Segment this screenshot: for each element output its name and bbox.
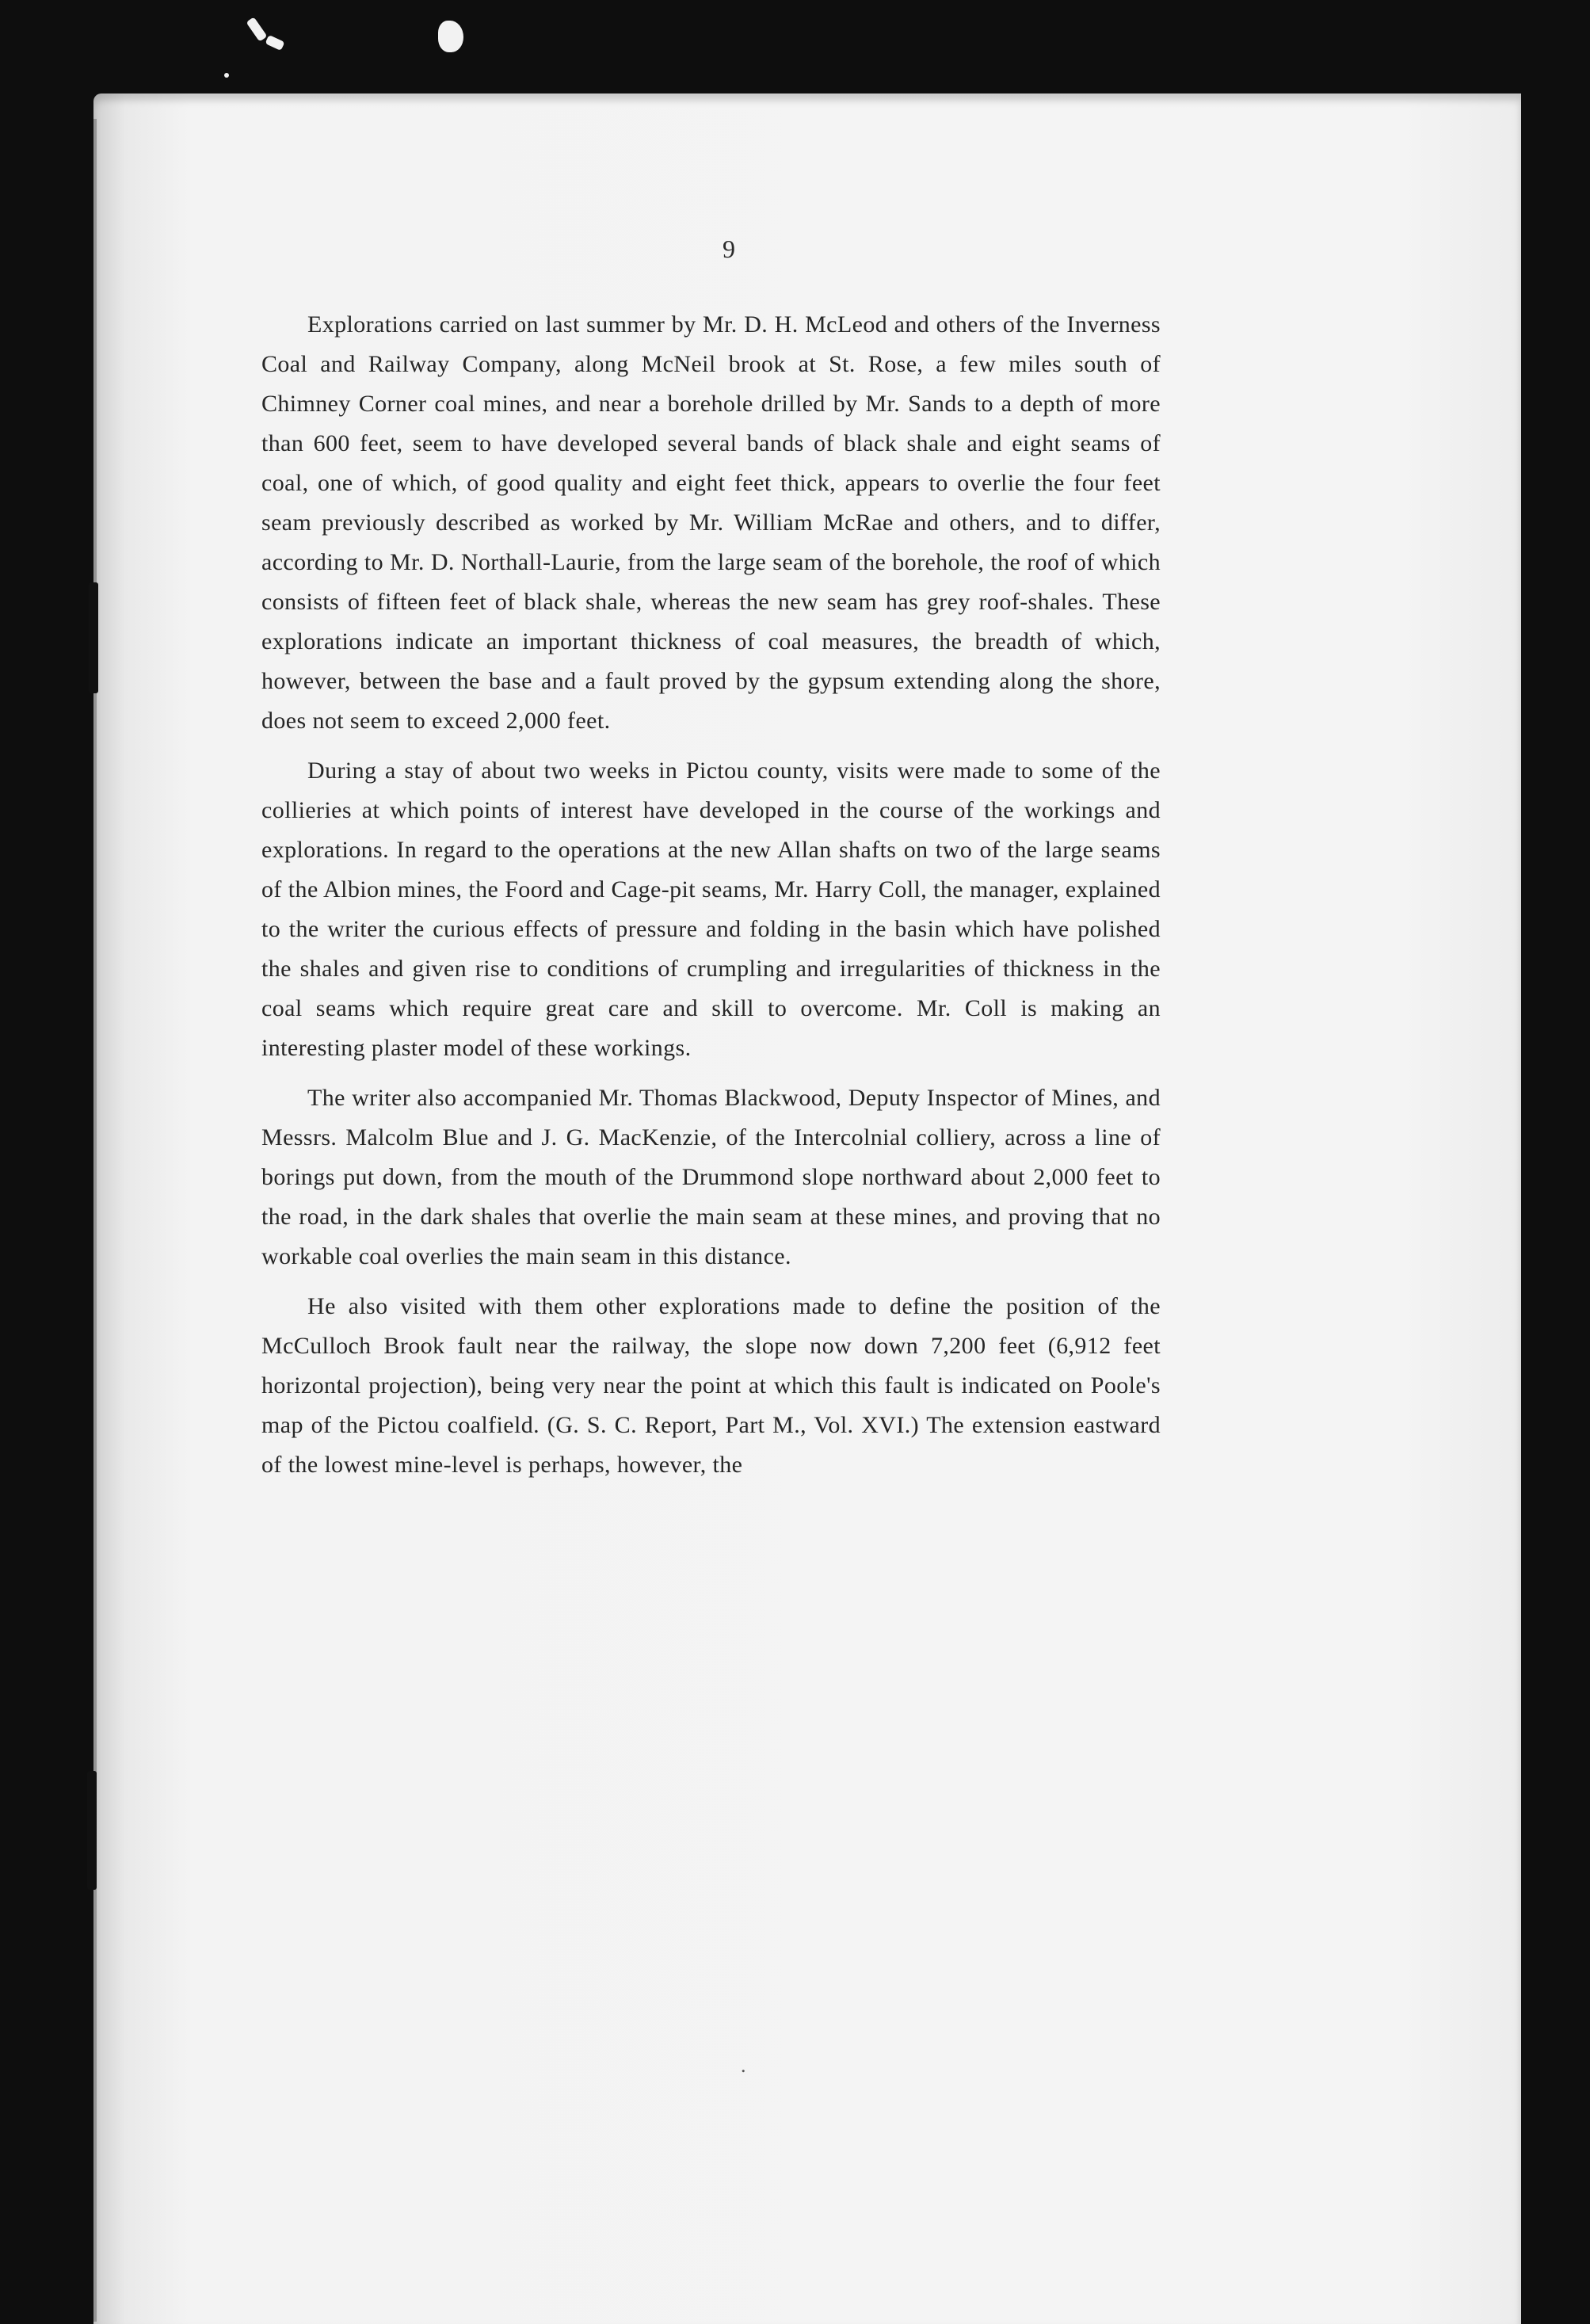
binding-stitch (87, 1771, 97, 1890)
binding-stitch (89, 582, 98, 693)
film-edge-mark (246, 17, 267, 41)
film-edge-mark (224, 73, 229, 78)
paragraph: He also visited with them other explorations made to define the position of the McCulloch Brook fault near the railway, the slope now down 7,200 feet (6,912 feet horizontal projection), being very near the point at which this fault is indicated on Poole's map of the Pictou coalfield. (G. S. C. Report, Part M., Vol. XVI.) The extension eastward of the lowest mine-level is perhaps, however, the (261, 1293, 1161, 1478)
film-edge-mark (438, 21, 463, 52)
paragraph: The writer also accompanied Mr. Thomas Blackwood, Deputy Inspector of Mines, and Messrs. Malcolm Blue and J. G. MacKenzie, of the Intercolnial colliery, across a line of borings put down, from the mouth of the Drummond slope northward about 2,000 feet to the road, in the dark shales that overlie the main seam at these mines, and proving that no workable coal overlies the main seam in this distance. (261, 1085, 1161, 1269)
film-edge-mark (265, 35, 284, 51)
binding-edge (93, 119, 97, 2322)
paragraph: Explorations carried on last summer by Mr. D. H. McLeod and others of the Inverness Coal and Railway Company, along McNeil brook at St. Rose, a few miles south of Chimney Corner coal mines, and near a borehole drilled by Mr. Sands to a depth of more than 600 feet, seem to have developed several bands of black shale and eight seams of coal, one of which, of good quality and eight feet thick, appears to overlie the four feet seam previously described as worked by Mr. William McRae and others, and to differ, according to Mr. D. Northall-Laurie, from the large seam of the borehole, the roof of which consists of fifteen feet of black shale, whereas the new seam has grey roof-shales. These explorations indicate an important thickness of coal measures, the breadth of which, however, between the base and a fault proved by the gypsum extending along the shore, does not seem to exceed 2,000 feet. (261, 311, 1161, 734)
page-number: 9 (723, 235, 735, 263)
body-text (261, 305, 1161, 1485)
stray-mark: . (741, 2054, 746, 2077)
paragraph: During a stay of about two weeks in Pictou county, visits were made to some of the collieries at which points of interest have developed in the course of the workings and explorations. In regard to the operations at the new Allan shafts on two of the large seams of the Albion mines, the Foord and Cage-pit seams, Mr. Harry Coll, the manager, explained to the writer the curious effects of pressure and folding in the basin which have polished the shales and given rise to conditions of crumpling and irregularities of thickness in the coal seams which require great care and skill to overcome. Mr. Coll is making an interesting plaster model of these workings. (261, 757, 1161, 1061)
